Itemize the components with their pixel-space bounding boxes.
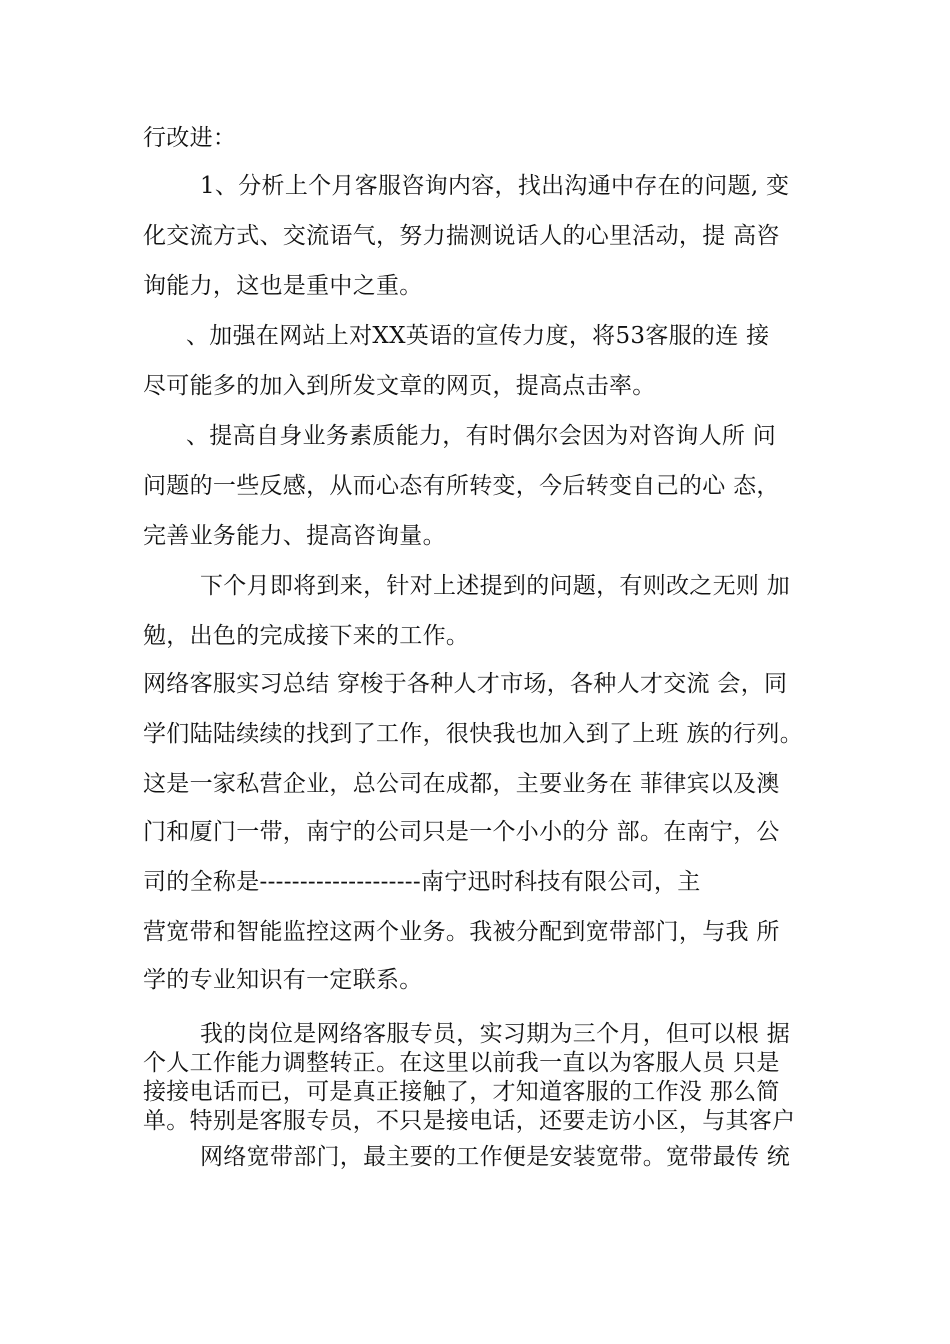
text-line: 门和厦门一带，南宁的公司只是一个小小的分 部。在南宁，公 [143, 819, 780, 845]
text-line: 下个月即将到来，针对上述提到的问题，有则改之无则 加 [200, 573, 791, 599]
text-line: 学们陆陆续续的找到了工作，很快我也加入到了上班 族的行列。 [143, 721, 804, 747]
text-line: 学的专业知识有一定联系。 [143, 967, 423, 993]
section-heading-line: 网络客服实习总结 穿梭于各种人才市场，各种人才交流 会，同 [143, 671, 788, 697]
text-line: 、提高自身业务素质能力，有时偶尔会因为对咨询人所 问 [186, 423, 777, 449]
text-line: 我的岗位是网络客服专员，实习期为三个月，但可以根 据 [200, 1021, 791, 1047]
text-line: 个人工作能力调整转正。在这里以前我一直以为客服人员 只是 [143, 1050, 780, 1076]
text-line: 行改进： [143, 125, 237, 151]
text-line: 尽可能多的加入到所发文章的网页，提高点击率。 [143, 373, 656, 399]
text-line: 1、分析上个月客服咨询内容，找出沟通中存在的问题, 变 [200, 173, 790, 199]
text-line: 勉，出色的完成接下来的工作。 [143, 623, 470, 649]
text-line: 询能力，这也是重中之重。 [143, 273, 423, 299]
text-line: 接接电话而已，可是真正接触了，才知道客服的工作没 那么简 [143, 1079, 780, 1105]
text-line: 司的全称是--------------------南宁迅时科技有限公司，主 [143, 869, 701, 895]
text-line: 这是一家私营企业，总公司在成都，主要业务在 菲律宾以及澳 [143, 771, 780, 797]
text-line: 网络宽带部门，最主要的工作便是安装宽带。宽带最传 统 [200, 1144, 791, 1170]
text-line: 完善业务能力、提高咨询量。 [143, 523, 446, 549]
text-line: 单。特别是客服专员，不只是接电话，还要走访小区，与其客户 [143, 1108, 796, 1134]
text-line: 化交流方式、交流语气，努力揣测说话人的心里活动，提 高咨 [143, 223, 780, 249]
text-line: 问题的一些反感，从而心态有所转变，今后转变自己的心 态， [143, 473, 780, 499]
text-line: 营宽带和智能监控这两个业务。我被分配到宽带部门，与我 所 [143, 919, 780, 945]
text-line: 、加强在网站上对XX英语的宣传力度，将53客服的连 接 [186, 323, 770, 349]
